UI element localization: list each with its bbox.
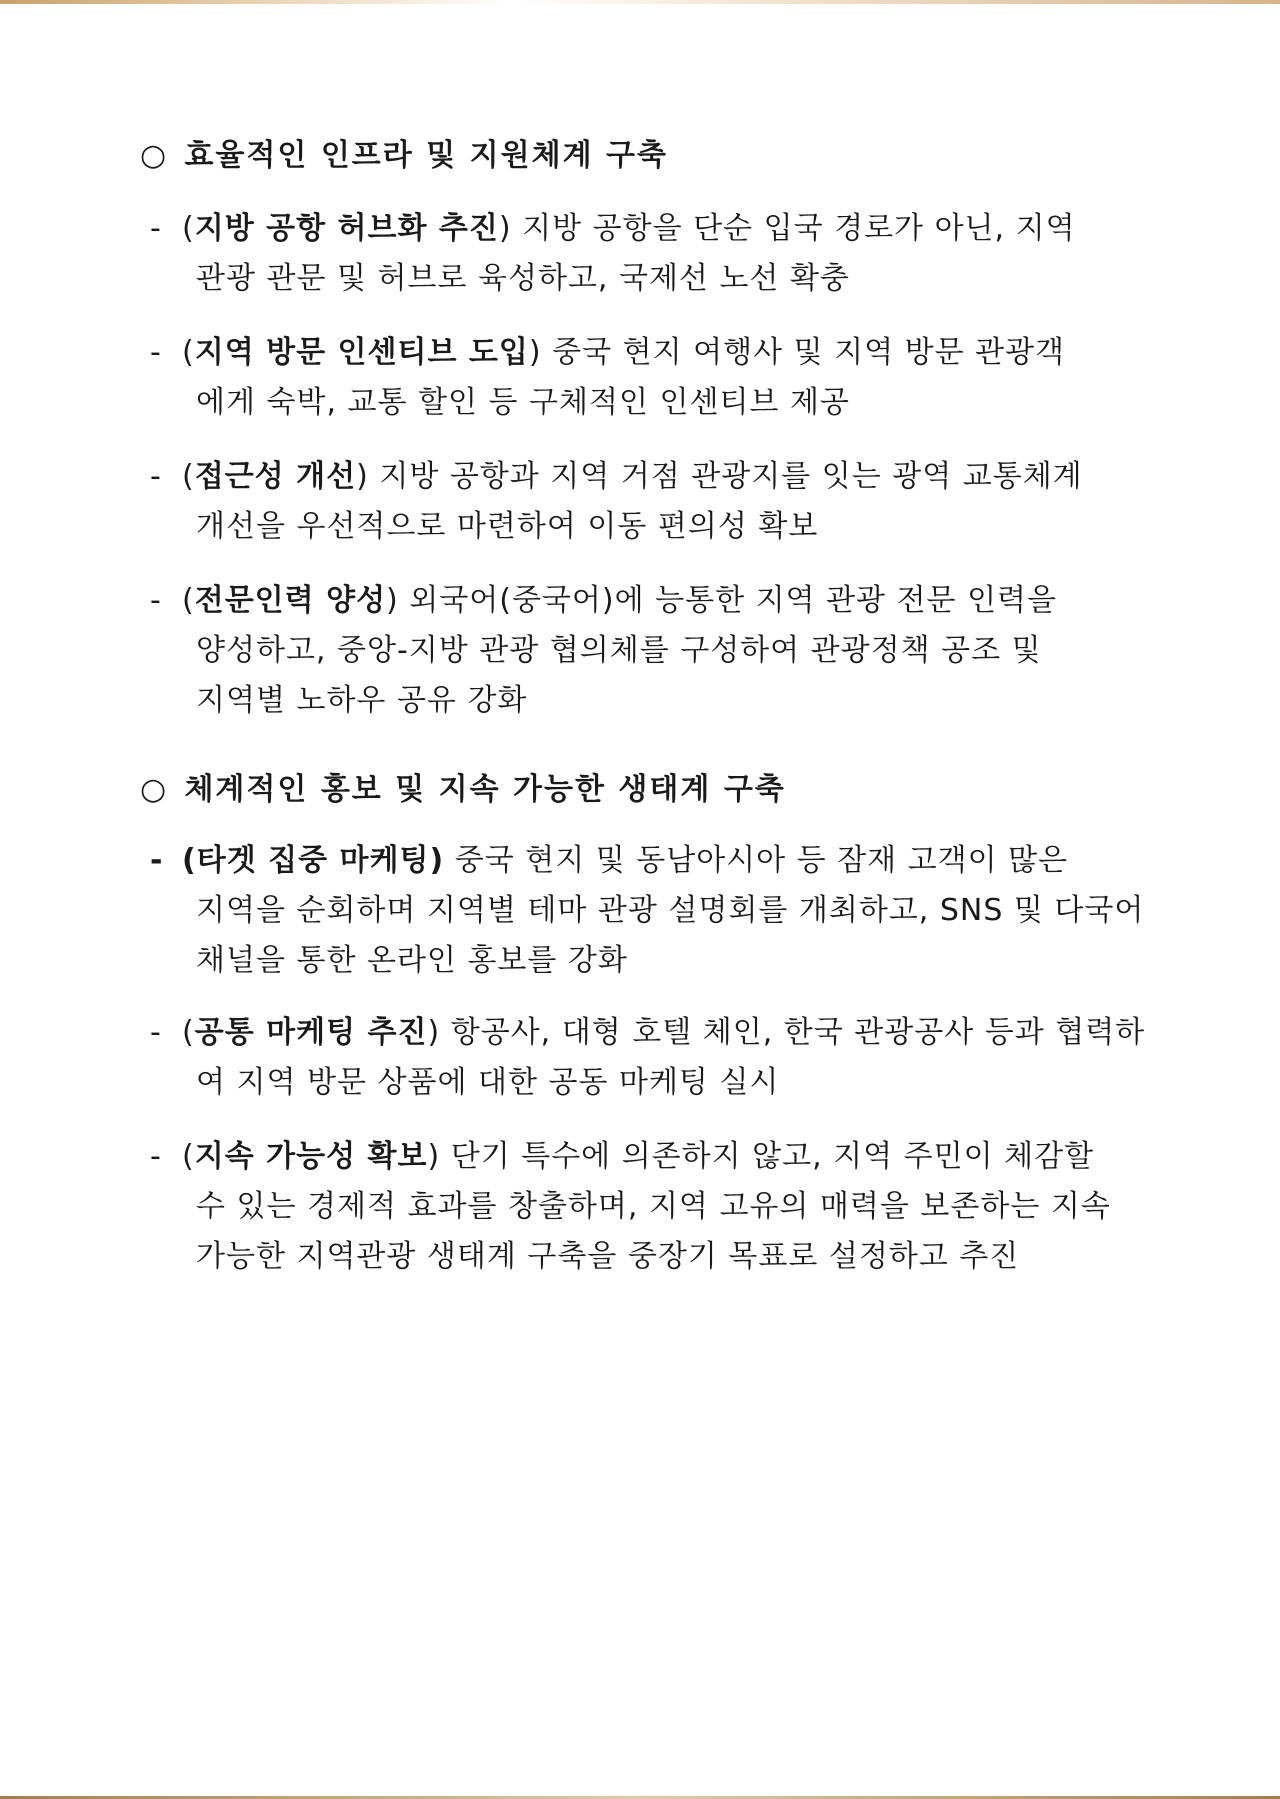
item-continuation: 개선을 우선적으로 마련하여 이동 편의성 확보 — [196, 509, 819, 544]
close-paren: ) — [498, 211, 512, 246]
close-paren: ) — [429, 843, 445, 878]
item-continuation: 관광 관문 및 허브로 육성하고, 국제선 노선 확충 — [196, 261, 850, 296]
section-heading-text: 체계적인 홍보 및 지속 가능한 생태계 구축 — [184, 772, 786, 807]
list-item — [150, 452, 1150, 552]
item-keyword: 지속 가능성 확보 — [194, 1139, 428, 1174]
open-paren: ( — [182, 583, 195, 618]
list-item — [150, 836, 1150, 986]
item-continuation: 여 지역 방문 상품에 대한 공동 마케팅 실시 — [196, 1065, 780, 1100]
open-paren: ( — [182, 1015, 195, 1050]
item-text: 중국 현지 및 동남아시아 등 잠재 고객이 많은 — [444, 843, 1069, 878]
open-paren: ( — [182, 211, 195, 246]
item-text: 중국 현지 여행사 및 지역 방문 관광객 — [541, 335, 1066, 370]
item-text: 지방 공항과 지역 거점 관광지를 잇는 광역 교통체계 — [368, 459, 1083, 494]
item-continuation: 양성하고, 중앙-지방 관광 협의체를 구성하여 관광정책 공조 및 — [196, 633, 1042, 668]
item-first-line — [150, 1132, 1150, 1182]
item-keyword: 전문인력 양성 — [194, 583, 387, 618]
item-keyword: 지역 방문 인센티브 도입 — [194, 335, 529, 370]
item-first-line — [150, 452, 1150, 502]
open-paren: ( — [182, 335, 195, 370]
item-first-line — [150, 836, 1150, 886]
item-text: 지방 공항을 단순 입국 경로가 아닌, 지역 — [511, 211, 1076, 246]
close-paren: ) — [356, 459, 369, 494]
item-text: 외국어(중국어)에 능통한 지역 관광 전문 인력을 — [398, 583, 1058, 618]
item-keyword: 공통 마케팅 추진 — [194, 1015, 428, 1050]
item-keyword: 지방 공항 허브화 추진 — [194, 211, 499, 246]
list-item — [150, 1008, 1150, 1108]
section-heading-text: 효율적인 인프라 및 지원체계 구축 — [184, 138, 668, 173]
close-paren: ) — [386, 583, 399, 618]
page-top-edge — [0, 0, 1280, 4]
item-first-line — [150, 576, 1150, 626]
item-first-line — [150, 328, 1150, 378]
dash-bullet: - — [150, 211, 162, 246]
open-paren: ( — [182, 843, 197, 878]
item-first-line — [150, 204, 1150, 254]
dash-bullet: - — [150, 583, 162, 618]
item-keyword: 접근성 개선 — [194, 459, 357, 494]
close-paren: ) — [528, 335, 542, 370]
item-continuation: 지역을 순회하며 지역별 테마 관광 설명회를 개최하고, SNS 및 다국어 — [196, 893, 1145, 928]
item-continuation: 채널을 통한 온라인 홍보를 강화 — [196, 943, 628, 978]
list-item — [150, 576, 1150, 726]
list-item — [150, 1132, 1150, 1282]
item-text: 항공사, 대형 호텔 체인, 한국 관광공사 등과 협력하 — [440, 1015, 1146, 1050]
circle-bullet-icon: ○ — [140, 772, 169, 807]
item-continuation: 수 있는 경제적 효과를 창출하며, 지역 고유의 매력을 보존하는 지속 — [196, 1189, 1111, 1224]
item-continuation: 에게 숙박, 교통 할인 등 구체적인 인센티브 제공 — [196, 385, 850, 420]
close-paren: ) — [427, 1015, 441, 1050]
item-first-line — [150, 1008, 1150, 1058]
list-item — [150, 328, 1150, 428]
section-heading — [140, 770, 786, 810]
dash-bullet: - — [150, 1139, 162, 1174]
open-paren: ( — [182, 459, 195, 494]
item-continuation: 지역별 노하우 공유 강화 — [196, 683, 528, 718]
item-text: 단기 특수에 의존하지 않고, 지역 주민이 체감할 — [440, 1139, 1095, 1174]
dash-bullet: - — [150, 1015, 162, 1050]
section-heading — [140, 136, 668, 176]
list-item — [150, 204, 1150, 304]
dash-bullet: - — [150, 335, 162, 370]
close-paren: ) — [427, 1139, 441, 1174]
circle-bullet-icon: ○ — [140, 138, 169, 173]
dash-bullet: - — [150, 843, 164, 878]
dash-bullet: - — [150, 459, 162, 494]
item-continuation: 가능한 지역관광 생태계 구축을 중장기 목표로 설정하고 추진 — [196, 1239, 1020, 1274]
open-paren: ( — [182, 1139, 195, 1174]
item-keyword: 타겟 집중 마케팅 — [196, 843, 430, 878]
